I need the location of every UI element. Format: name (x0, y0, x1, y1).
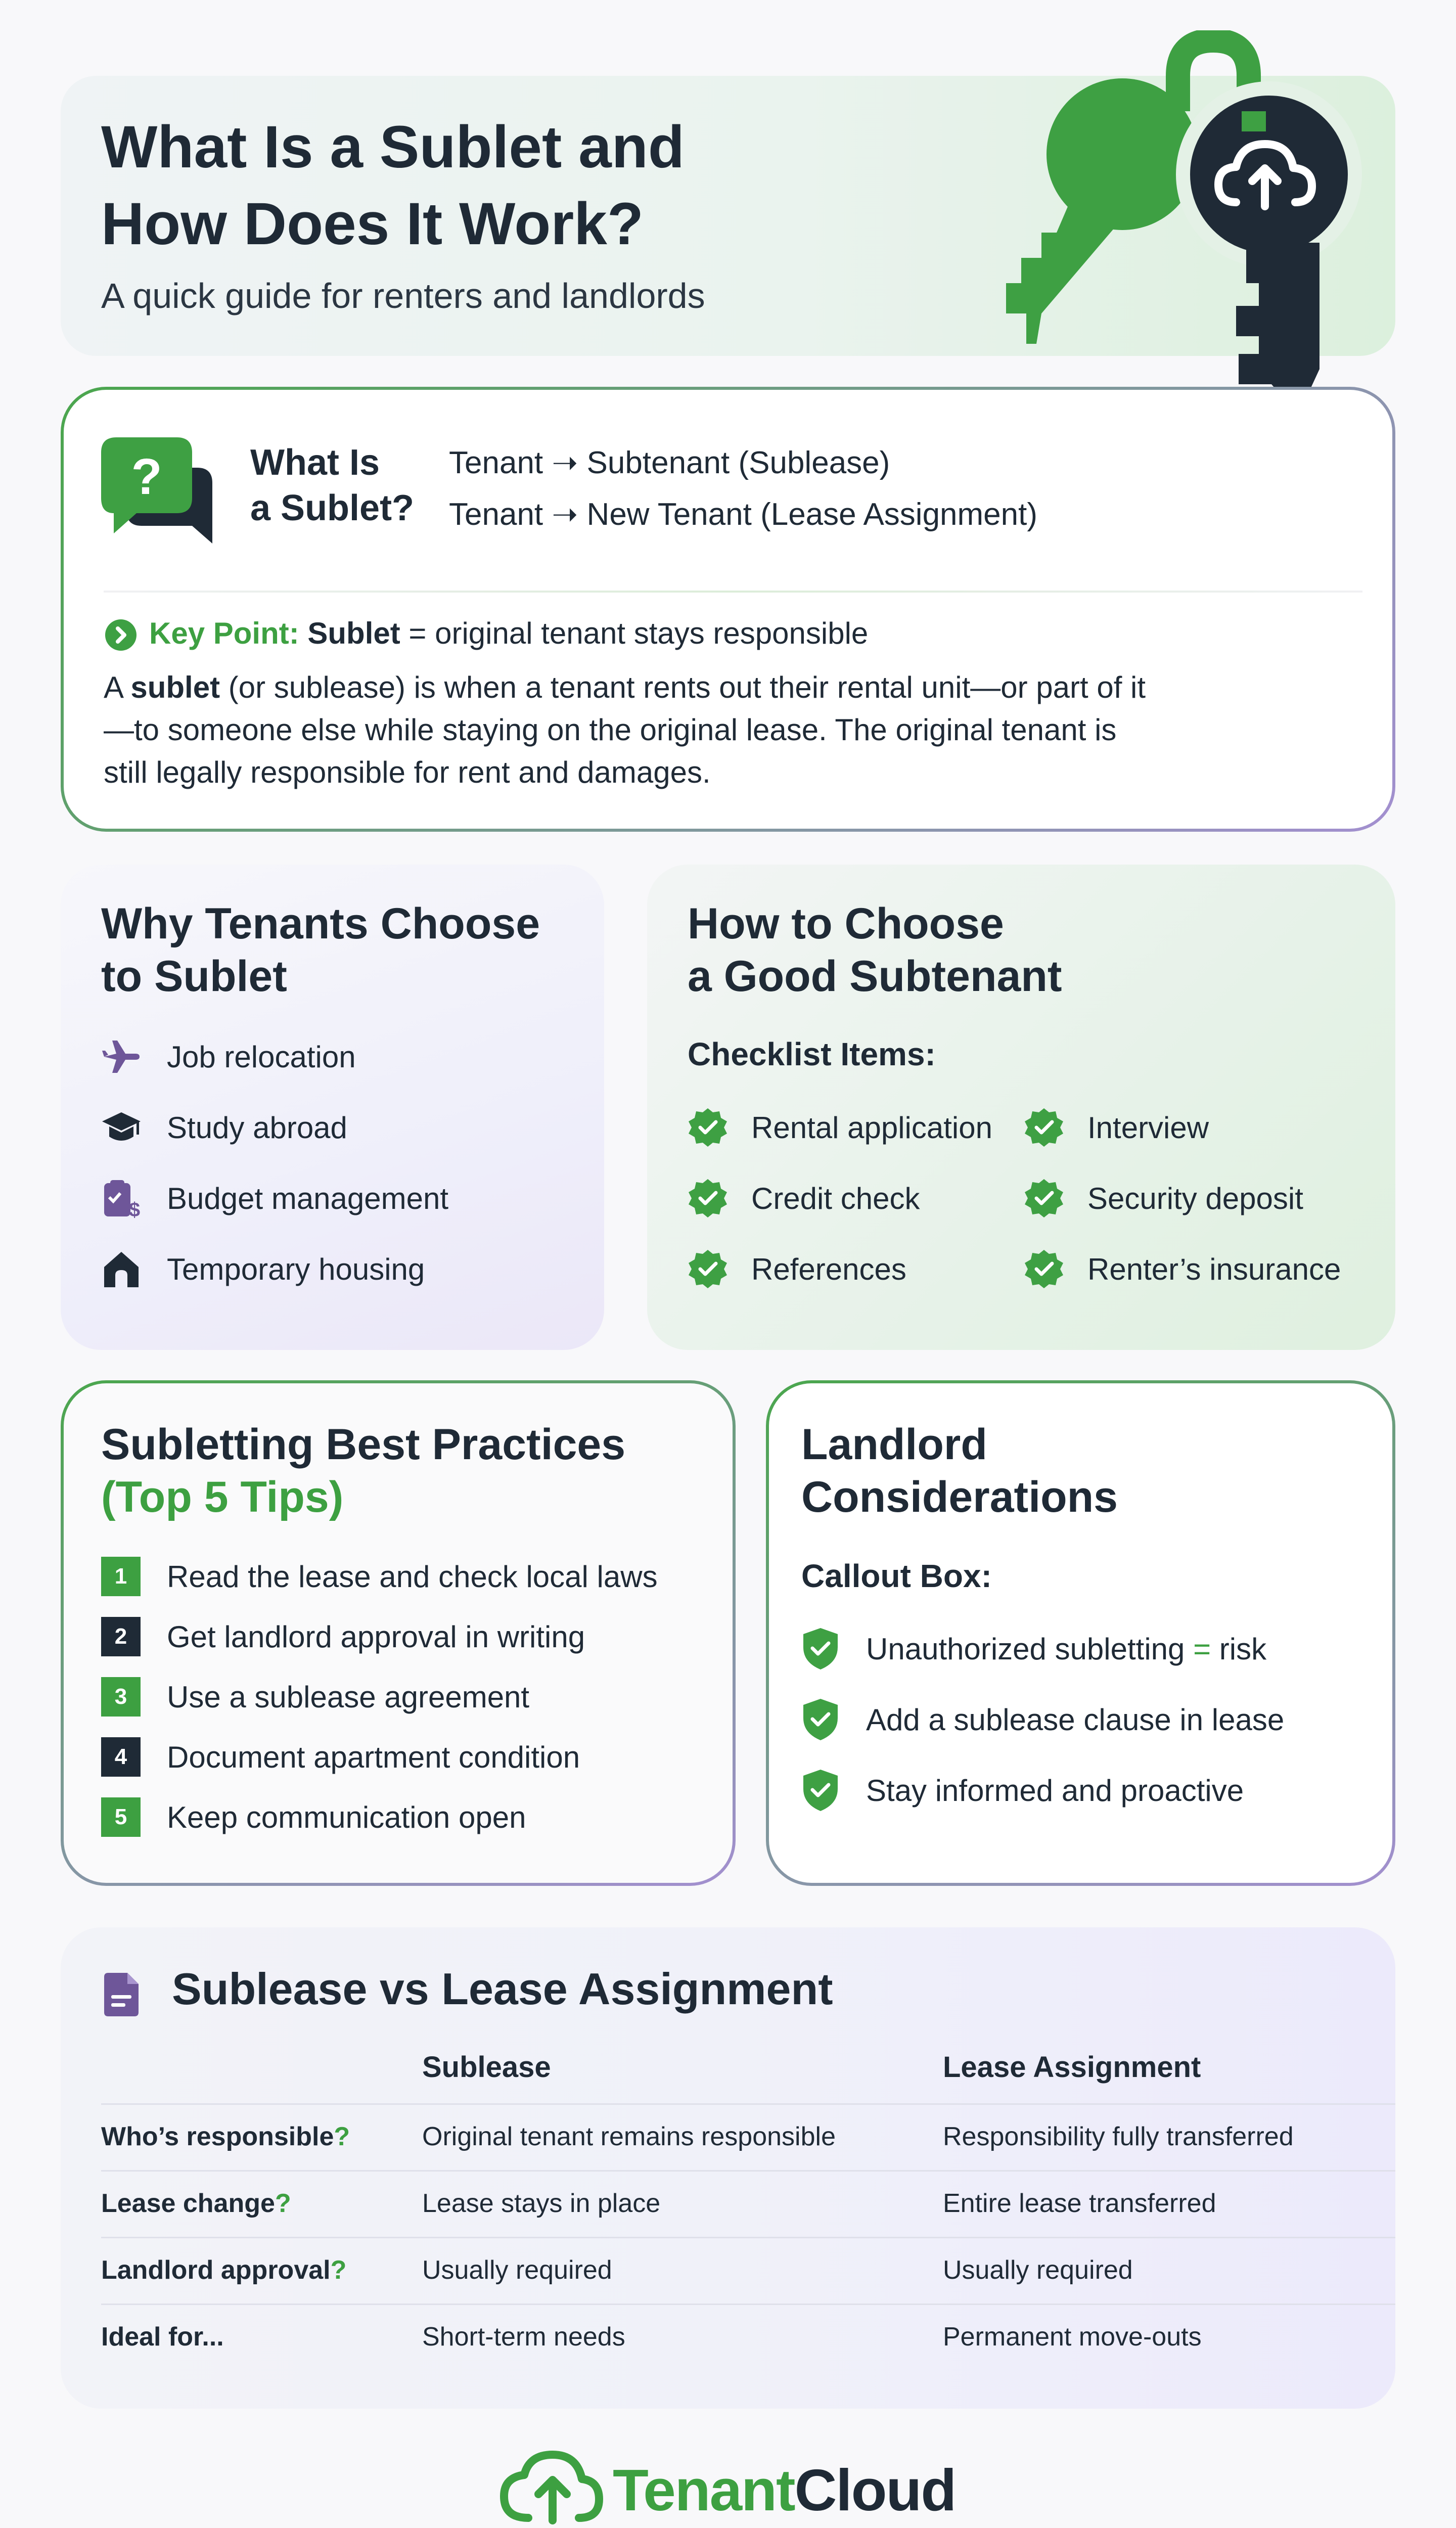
checklist-item: Renter’s insurance (1024, 1248, 1341, 1290)
key-illustration-icon (1006, 30, 1370, 415)
landlord-item: Stay informed and proactive (801, 1768, 1244, 1813)
checklist-item: Interview (1024, 1106, 1209, 1149)
graduation-cap-icon (101, 1107, 142, 1148)
check-badge-icon (688, 1107, 728, 1148)
tenantcloud-logo-icon (498, 2450, 604, 2525)
table-cell: Lease stays in place (422, 2189, 661, 2218)
comparison-title: Sublease vs Lease Assignment (172, 1964, 833, 2014)
check-badge-icon (1024, 1107, 1064, 1148)
svg-text:?: ? (131, 448, 162, 505)
check-badge-icon (688, 1249, 728, 1289)
why-sublet-title: Why Tenants Choose to Sublet (101, 899, 540, 1001)
table-cell: Permanent move-outs (943, 2322, 1202, 2352)
sublease-flow: Tenant ➝ Subtenant (Sublease) (449, 445, 890, 480)
checklist-label: Checklist Items: (688, 1036, 936, 1072)
choose-subtenant-title: How to Choose a Good Subtenant (688, 899, 1062, 1001)
row-divider (101, 2103, 1395, 2105)
chevron-right-circle-icon (105, 619, 136, 651)
tenantcloud-logo: TenantCloud (613, 2457, 956, 2523)
divider (104, 591, 1362, 593)
table-cell: Short-term needs (422, 2322, 625, 2352)
check-badge-icon (1024, 1178, 1064, 1218)
shield-check-icon (801, 1627, 840, 1671)
table-row-label: Landlord approval? (101, 2255, 347, 2285)
checklist-item: References (688, 1248, 906, 1290)
table-row-label: Lease change? (101, 2189, 291, 2218)
table-cell: Usually required (943, 2255, 1133, 2285)
shield-check-icon (801, 1698, 840, 1741)
table-cell: Original tenant remains responsible (422, 2122, 836, 2151)
assignment-flow: Tenant ➝ New Tenant (Lease Assignment) (449, 497, 1038, 532)
table-row-label: Who’s responsible? (101, 2122, 350, 2151)
tip-number: 3 (101, 1677, 141, 1717)
table-cell: Entire lease transferred (943, 2189, 1216, 2218)
page-title: What Is a Sublet and How Does It Work? (101, 114, 685, 257)
airplane-icon (101, 1036, 142, 1077)
tip-item: 1 Read the lease and check local laws (101, 1556, 658, 1597)
landlord-item: Add a sublease clause in lease (801, 1697, 1284, 1742)
house-icon (101, 1249, 142, 1289)
tip-number: 1 (101, 1557, 141, 1596)
row-divider (101, 2170, 1395, 2172)
row-divider (101, 2304, 1395, 2305)
check-badge-icon (688, 1178, 728, 1218)
budget-clipboard-icon (101, 1178, 142, 1218)
tip-item: 4 Document apartment condition (101, 1737, 580, 1777)
page-subtitle: A quick guide for renters and landlords (101, 276, 705, 315)
svg-text:$: $ (128, 1199, 141, 1218)
definition-heading: What Is a Sublet? (250, 442, 415, 528)
document-icon (101, 1972, 142, 2017)
tip-number: 4 (101, 1737, 141, 1777)
callout-label: Callout Box: (801, 1558, 992, 1594)
tip-number: 5 (101, 1797, 141, 1837)
column-header-assignment: Lease Assignment (943, 2051, 1201, 2084)
tip-item: 3 Use a sublease agreement (101, 1677, 529, 1717)
checklist-item: Security deposit (1024, 1177, 1303, 1220)
list-item: $ Budget management (101, 1178, 448, 1218)
list-item: Study abroad (101, 1107, 347, 1148)
checklist-item: Rental application (688, 1106, 992, 1149)
shield-check-icon (801, 1769, 840, 1812)
column-header-sublease: Sublease (422, 2051, 551, 2084)
tip-item: 2 Get landlord approval in writing (101, 1616, 585, 1657)
check-badge-icon (1024, 1249, 1064, 1289)
table-cell: Responsibility fully transferred (943, 2122, 1294, 2151)
checklist-item: Credit check (688, 1177, 920, 1220)
best-practices-title: Subletting Best Practices (Top 5 Tips) (101, 1420, 626, 1521)
table-row-label: Ideal for... (101, 2322, 224, 2352)
row-divider (101, 2237, 1395, 2238)
list-item: Temporary housing (101, 1249, 425, 1289)
question-chat-icon (101, 437, 217, 549)
landlord-item: Unauthorized subletting = risk (801, 1626, 1266, 1672)
key-point: Key Point: Sublet = original tenant stays responsible (149, 616, 869, 650)
list-item: Job relocation (101, 1036, 356, 1077)
tip-item: 5 Keep communication open (101, 1797, 526, 1837)
definition-body: A sublet (or sublease) is when a tenant rents out their rental unit—or part of it—to someone else while staying on the original lease. The original tenant is still legally responsible for rent and damages. (104, 670, 1146, 789)
tip-number: 2 (101, 1617, 141, 1656)
landlord-considerations-title: Landlord Considerations (801, 1420, 1118, 1521)
table-cell: Usually required (422, 2255, 612, 2285)
